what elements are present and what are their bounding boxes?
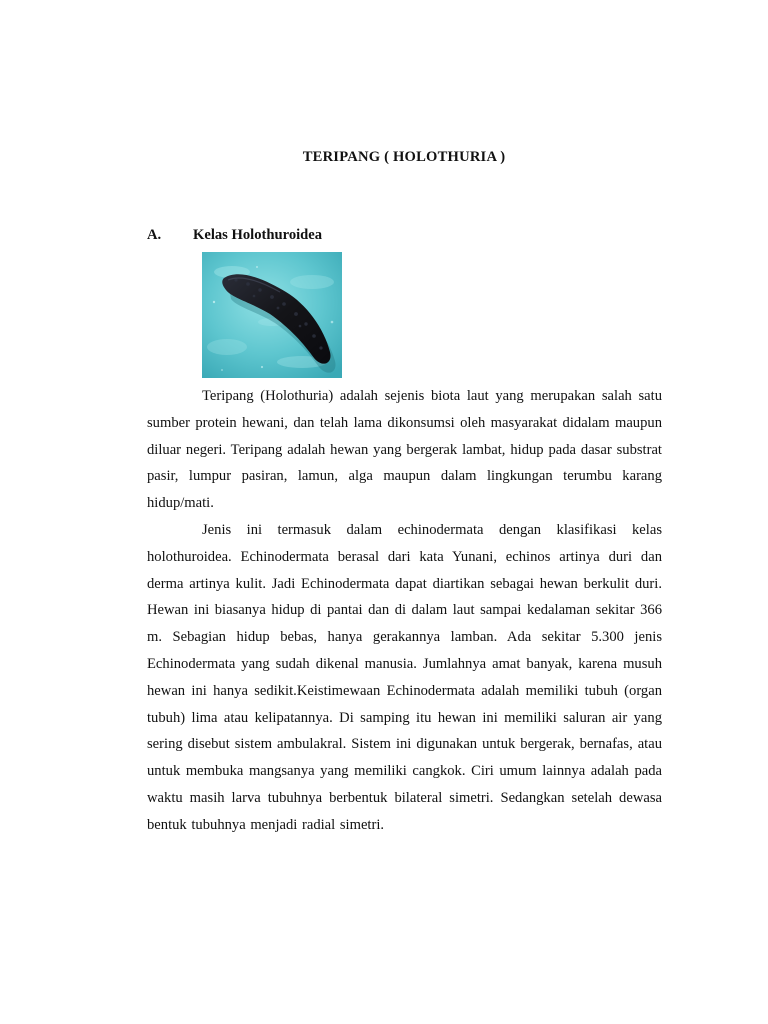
body-text [147,383,662,839]
paragraph-2: Jenis ini termasuk dalam echinodermata dengan klasifikasi kelas holothuroidea. Echinodermata berasal dari kata Yunani, echinos artinya duri dan derma artinya kulit. Jadi Echinodermata dapat diartikan sebagai hewan berkulit duri. Hewan ini biasanya hidup di pantai dan di dalam laut sampai kedalaman sekitar 366 m. Sebagian hidup bebas, hanya gerakannya lamban. Ada sekitar 5.300 jenis Echinodermata yang sudah dikenal manusia. Jumlahnya amat banyak, karena musuh hewan ini hanya sedikit.Keistimewaan Echinodermata adalah memiliki tubuh (organ tubuh) lima atau kelipatannya. Di samping itu hewan ini memiliki saluran air yang sering disebut sistem ambulakral. Sistem ini digunakan untuk bergerak, bernafas, atau untuk membuka mangsanya yang memiliki cangkok. Ciri umum lainnya adalah pada waktu masih larva tubuhnya berbentuk bilateral simetri. Sedangkan setelah dewasa bentuk tubuhnya menjadi radial simetri. [147,521,662,833]
paragraph-1: Teripang (Holothuria) adalah sejenis biota laut yang merupakan salah satu sumber protein hewani, dan telah lama dikonsumsi oleh masyarakat didalam maupun diluar negeri. Teripang adalah hewan yang bergerak lambat, hidup pada dasar substrat pasir, lumpur pasiran, lamun, alga maupun dalam lingkungan terumbu karang hidup/mati. [147,388,662,512]
section-number: A. [147,227,162,243]
sea-cucumber-photo [202,252,342,378]
document-title: TERIPANG ( HOLOTHURIA ) [302,149,506,165]
section-heading-label: Kelas Holothuroidea [193,227,323,243]
